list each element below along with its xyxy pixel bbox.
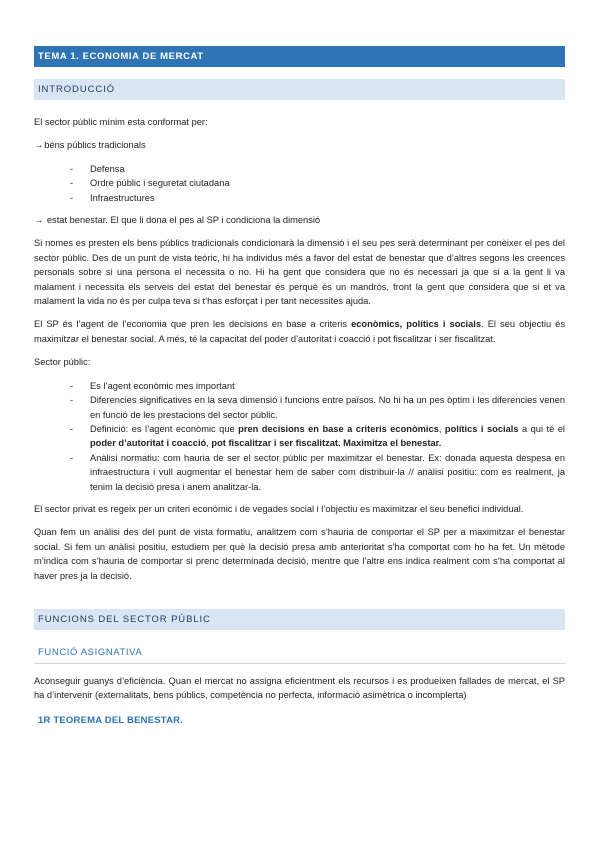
paragraph-sector-public-label: Sector públic:	[34, 357, 91, 368]
paragraph-analisi: Quan fem un anàlisi des del punt de vista formatiu, analitzem com s’hauria de comportar el SP per a maximitzar el benestar social. Si fem un anàlisi positiu, estudiem per què la decisió presa amb anterioritat s’ha comportat com ho ha fet. Un mètode m’indica com s’hauria de comportar si prenc determinada decisió, mentre que l’altre ens indica realment com s’ha comportat al haver pres ja la decisió.	[34, 527, 565, 581]
section-heading-introduccio: INTRODUCCIÓ	[34, 79, 565, 100]
arrow-icon: →	[34, 215, 44, 226]
bold-text: ,	[399, 319, 407, 330]
subsection-heading-teorema: 1R TEOREMA DEL BENESTAR.	[38, 714, 184, 726]
text-run: ,	[438, 423, 445, 434]
document-title: TEMA 1. ECONOMIA DE MERCAT	[34, 46, 565, 67]
paragraph-eficiencia: Aconseguir guanys d’eficiència. Quan el mercat no assigna eficientment els recursos i es produeixen fallades de mercat, el SP ha d’intervenir (externalitats, bens públics, competència no perfecta, informació asimètrica o incomplerta)	[34, 675, 565, 701]
arrow-line-text: béns públics tradicionals	[44, 140, 146, 151]
text-run: . El seu objectiu és maximitzar el benestar social. A més, té la capacitat del poder d’autoritat i coacció i pot fiscalitzar i ser fiscalitzat.	[34, 319, 565, 344]
arrow-line-bens-publics	[34, 138, 565, 152]
paragraph-sp-definicio	[34, 317, 565, 346]
paragraph-sector-privat: El sector privat es regeix per un criteri econòmic i de vegades social i l’objectiu es maximitzar el seu benefici individual.	[34, 503, 524, 514]
text-run: Definició: es l’agent econòmic que	[90, 423, 239, 434]
paragraph-intro: El sector públic mínim esta conformat per:	[34, 117, 208, 127]
text-run: a qui té el	[518, 423, 565, 434]
list-sector-public	[34, 379, 565, 494]
text-run: El SP és l’agent de l’economia que pren les decisions en base a criteris	[34, 319, 352, 330]
list-bens-publics	[34, 162, 565, 205]
bold-text: econòmics	[351, 319, 400, 330]
document-page	[34, 46, 565, 726]
bold-text: pot fiscalitzar i ser fiscalitzat. Maximitza el benestar.	[211, 438, 442, 449]
bold-text: pren decisions en base a criteris econòmics	[238, 423, 439, 434]
list-item: - Ordre públic i seguretat ciutadana	[90, 176, 565, 190]
arrow-icon: →	[34, 140, 44, 151]
paragraph-bens-publics: Si nomes es presten els bens públics tradicionals condicionarà la dimensió i el seu pes serà determinant per conèixer el pes del sector públic. Des de un punt de vista teòric, hi ha individus més a favor del estat de benestar que d’altres segons les creences personals sobre si una persona el necessita o no. Hi ha gent que considera que no és necessari ja que si a la gent li va malament i necessita els serveis del estat del benestar és perquè és un mandrós, front la gent que considera que si et va malament la vida no és per culpa teva si t’has esforçat i per tant necessites ajuda.	[34, 238, 565, 307]
section-heading-funcions: FUNCIONS DEL SECTOR PÚBLIC	[34, 609, 565, 630]
subsection-heading-funcio-asignativa: FUNCIÓ ASIGNATIVA	[34, 645, 565, 664]
list-item: - Es l’agent econòmic mes important	[90, 379, 565, 393]
list-item: - Defensa	[90, 162, 565, 176]
text-run: ,	[206, 438, 212, 449]
bold-text: poder d’autoritat i coacció	[90, 438, 207, 449]
arrow-line-estat-benestar	[34, 213, 565, 227]
list-item: - Anàlisi normatiu: com hauria de ser el sector públic per maximitzar el benestar. Ex: donada aquesta despesa en infraestructura i vull augmentar el benestar hem de saber com distribuir-la // anàlisi positiu: com es realment, ja tenim la decisió presa i anem analitzar-la.	[90, 451, 565, 494]
arrow-line-text: estat benestar. El que li dona el pes al SP i condiciona la dimensió	[44, 215, 321, 226]
bold-text: polítics i socials	[444, 423, 519, 434]
list-item	[90, 422, 565, 451]
list-item: - Infraestructures	[90, 191, 565, 205]
bold-text: polítics i socials	[406, 319, 482, 330]
list-item: - Diferencies significatives en la seva dimensió i funcions entre països. No hi ha un pes òptim i les diferencies venen en funció de les prestacions del sector públic.	[90, 393, 565, 422]
